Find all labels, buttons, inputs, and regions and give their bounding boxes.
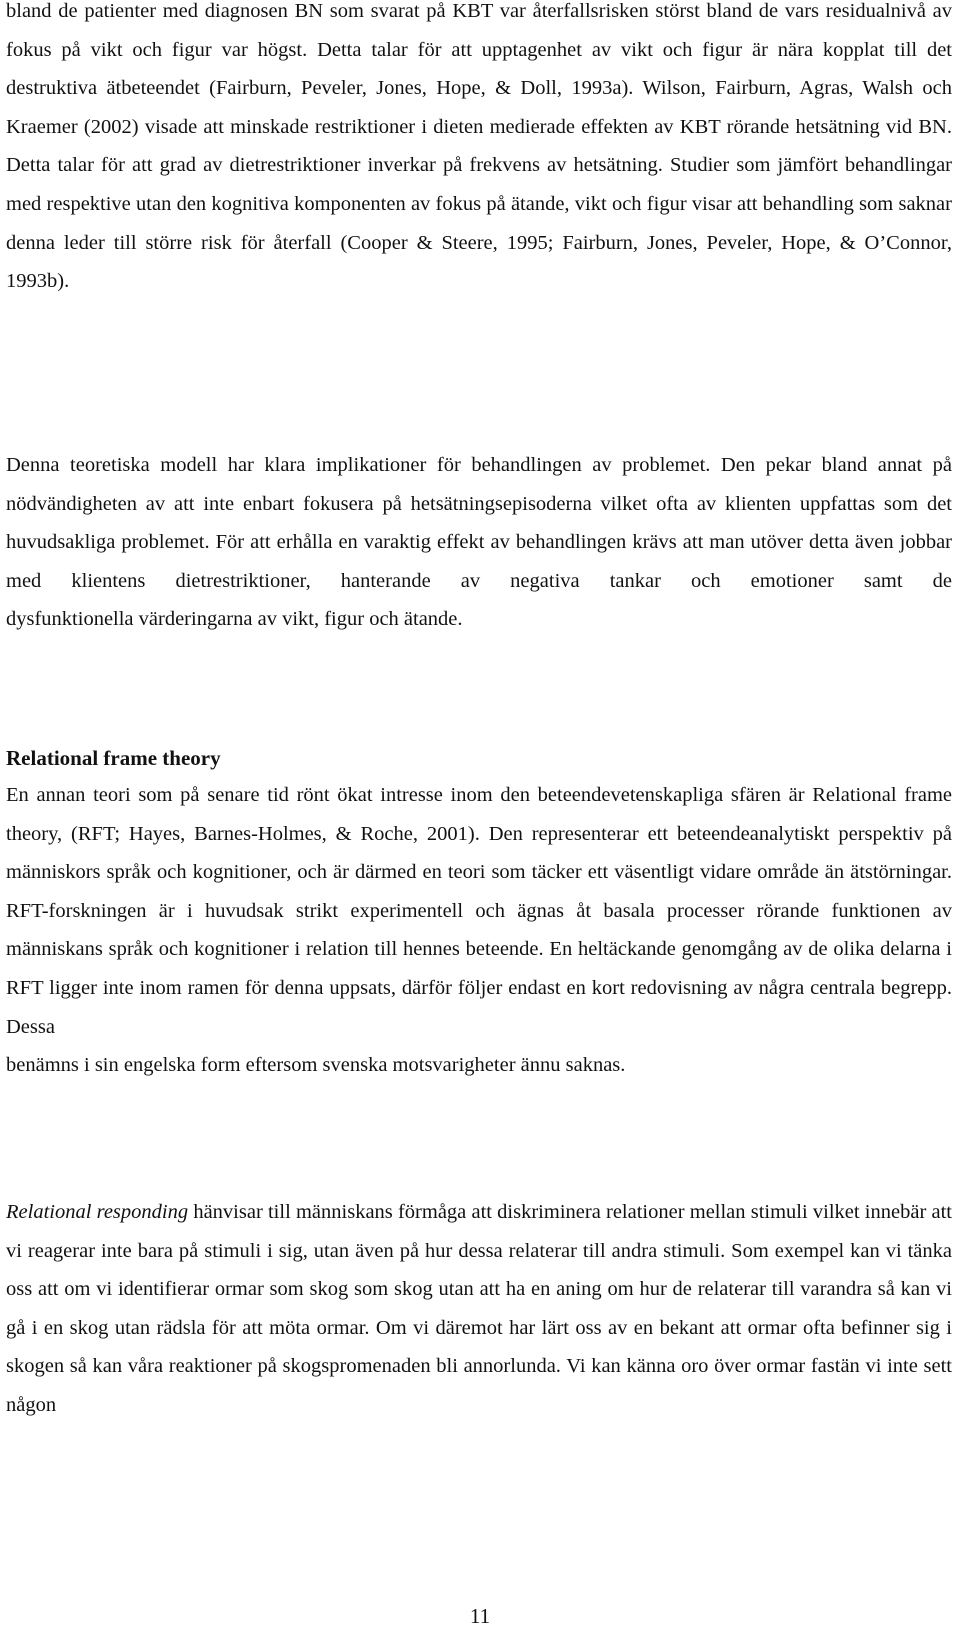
term-relational-responding: Relational responding [6, 1201, 189, 1223]
paragraph-3-text: En annan teori som på senare tid rönt ökat intresse inom den beteendevetenskapliga sfären är Relational frame theory, (RFT; Hayes, Barnes-Holmes, & Roche, 2001). Den representerar ett beteendeanalytiskt perspektiv på människors språk och kognitioner, och är därmed en teori som täcker ett väsentligt vidare område än ätstörningar. RFT-forskningen är i huvudsak strikt experimentell och ägnas åt basala processer rörande funktionen av människans språk och kognitioner i relation till hennes beteende. En heltäckande genomgång av de olika delarna i RFT ligger inte inom ramen för denna uppsats, därför följer endast en kort redovisning av några centrala begrepp. Dessa [6, 784, 952, 1038]
section-heading: Relational frame theory [6, 746, 221, 770]
paragraph-4-text: hänvisar till människans förmåga att diskriminera relationer mellan stimuli vilket innebär att vi reagerar inte bara på stimuli i sig, utan även på hur dessa relaterar till andra stimuli. Som exempel kan vi tänka oss att om vi identifierar ormar som skog som skog utan att ha en aning om hur de relaterar till varandra så kan vi gå i en skog utan rädsla för att möta ormar. Om vi däremot har lärt oss av en bekant att ormar ofta befinner sig i skogen så kan våra reaktioner på skogspromenaden bli annorlunda. Vi kan känna oro över ormar fastän vi inte sett någon [6, 1201, 952, 1416]
paragraph-1-text: bland de patienter med diagnosen BN som svarat på KBT var återfallsrisken störst bland de vars residualnivå av fokus på vikt och figur var högst. Detta talar för att upptagenhet av vikt och figur är nära kopplat till det destruktiva ätbeteendet (Fairburn, Peveler, Jones, Hope, & Doll, 1993a). Wilson, Fairburn, Agras, Walsh och Kraemer (2002) visade att minskade restriktioner i dieten medierade effekten av KBT rörande hetsätning vid BN. Detta talar för att grad av dietrestriktioner inverkar på frekvens av hetsätning. Studier som jämfört behandlingar med respektive utan den kognitiva komponenten av fokus på ätande, vikt och figur visar att behandling som saknar denna leder till större risk för återfall (Cooper & Steere, 1995; Fairburn, Jones, Peveler, Hope, & O’Connor, [6, 0, 952, 254]
paragraph-1 [6, 0, 952, 301]
paragraph-3-last-line: benämns i sin engelska form eftersom svenska motsvarigheter ännu saknas. [6, 1054, 626, 1077]
page-number: 11 [469, 1604, 491, 1628]
paragraph-2-text: Denna teoretiska modell har klara implikationer för behandlingen av problemet. Den pekar bland annat på nödvändigheten av att inte enbart fokusera på hetsätningsepisoderna vilket ofta av klienten uppfattas som det huvudsakliga problemet. För att erhålla en varaktig effekt av behandlingen krävs att man utöver detta även jobbar med klientens dietrestriktioner, hanterande av negativa tankar och emotioner samt de [6, 454, 952, 592]
paragraph-2 [6, 446, 952, 639]
paragraph-1-last-line: 1993b). [6, 270, 70, 293]
paragraph-4 [6, 1193, 952, 1425]
paragraph-3 [6, 776, 952, 1085]
paragraph-2-last-line: dysfunktionella värderingarna av vikt, figur och ätande. [6, 608, 463, 631]
